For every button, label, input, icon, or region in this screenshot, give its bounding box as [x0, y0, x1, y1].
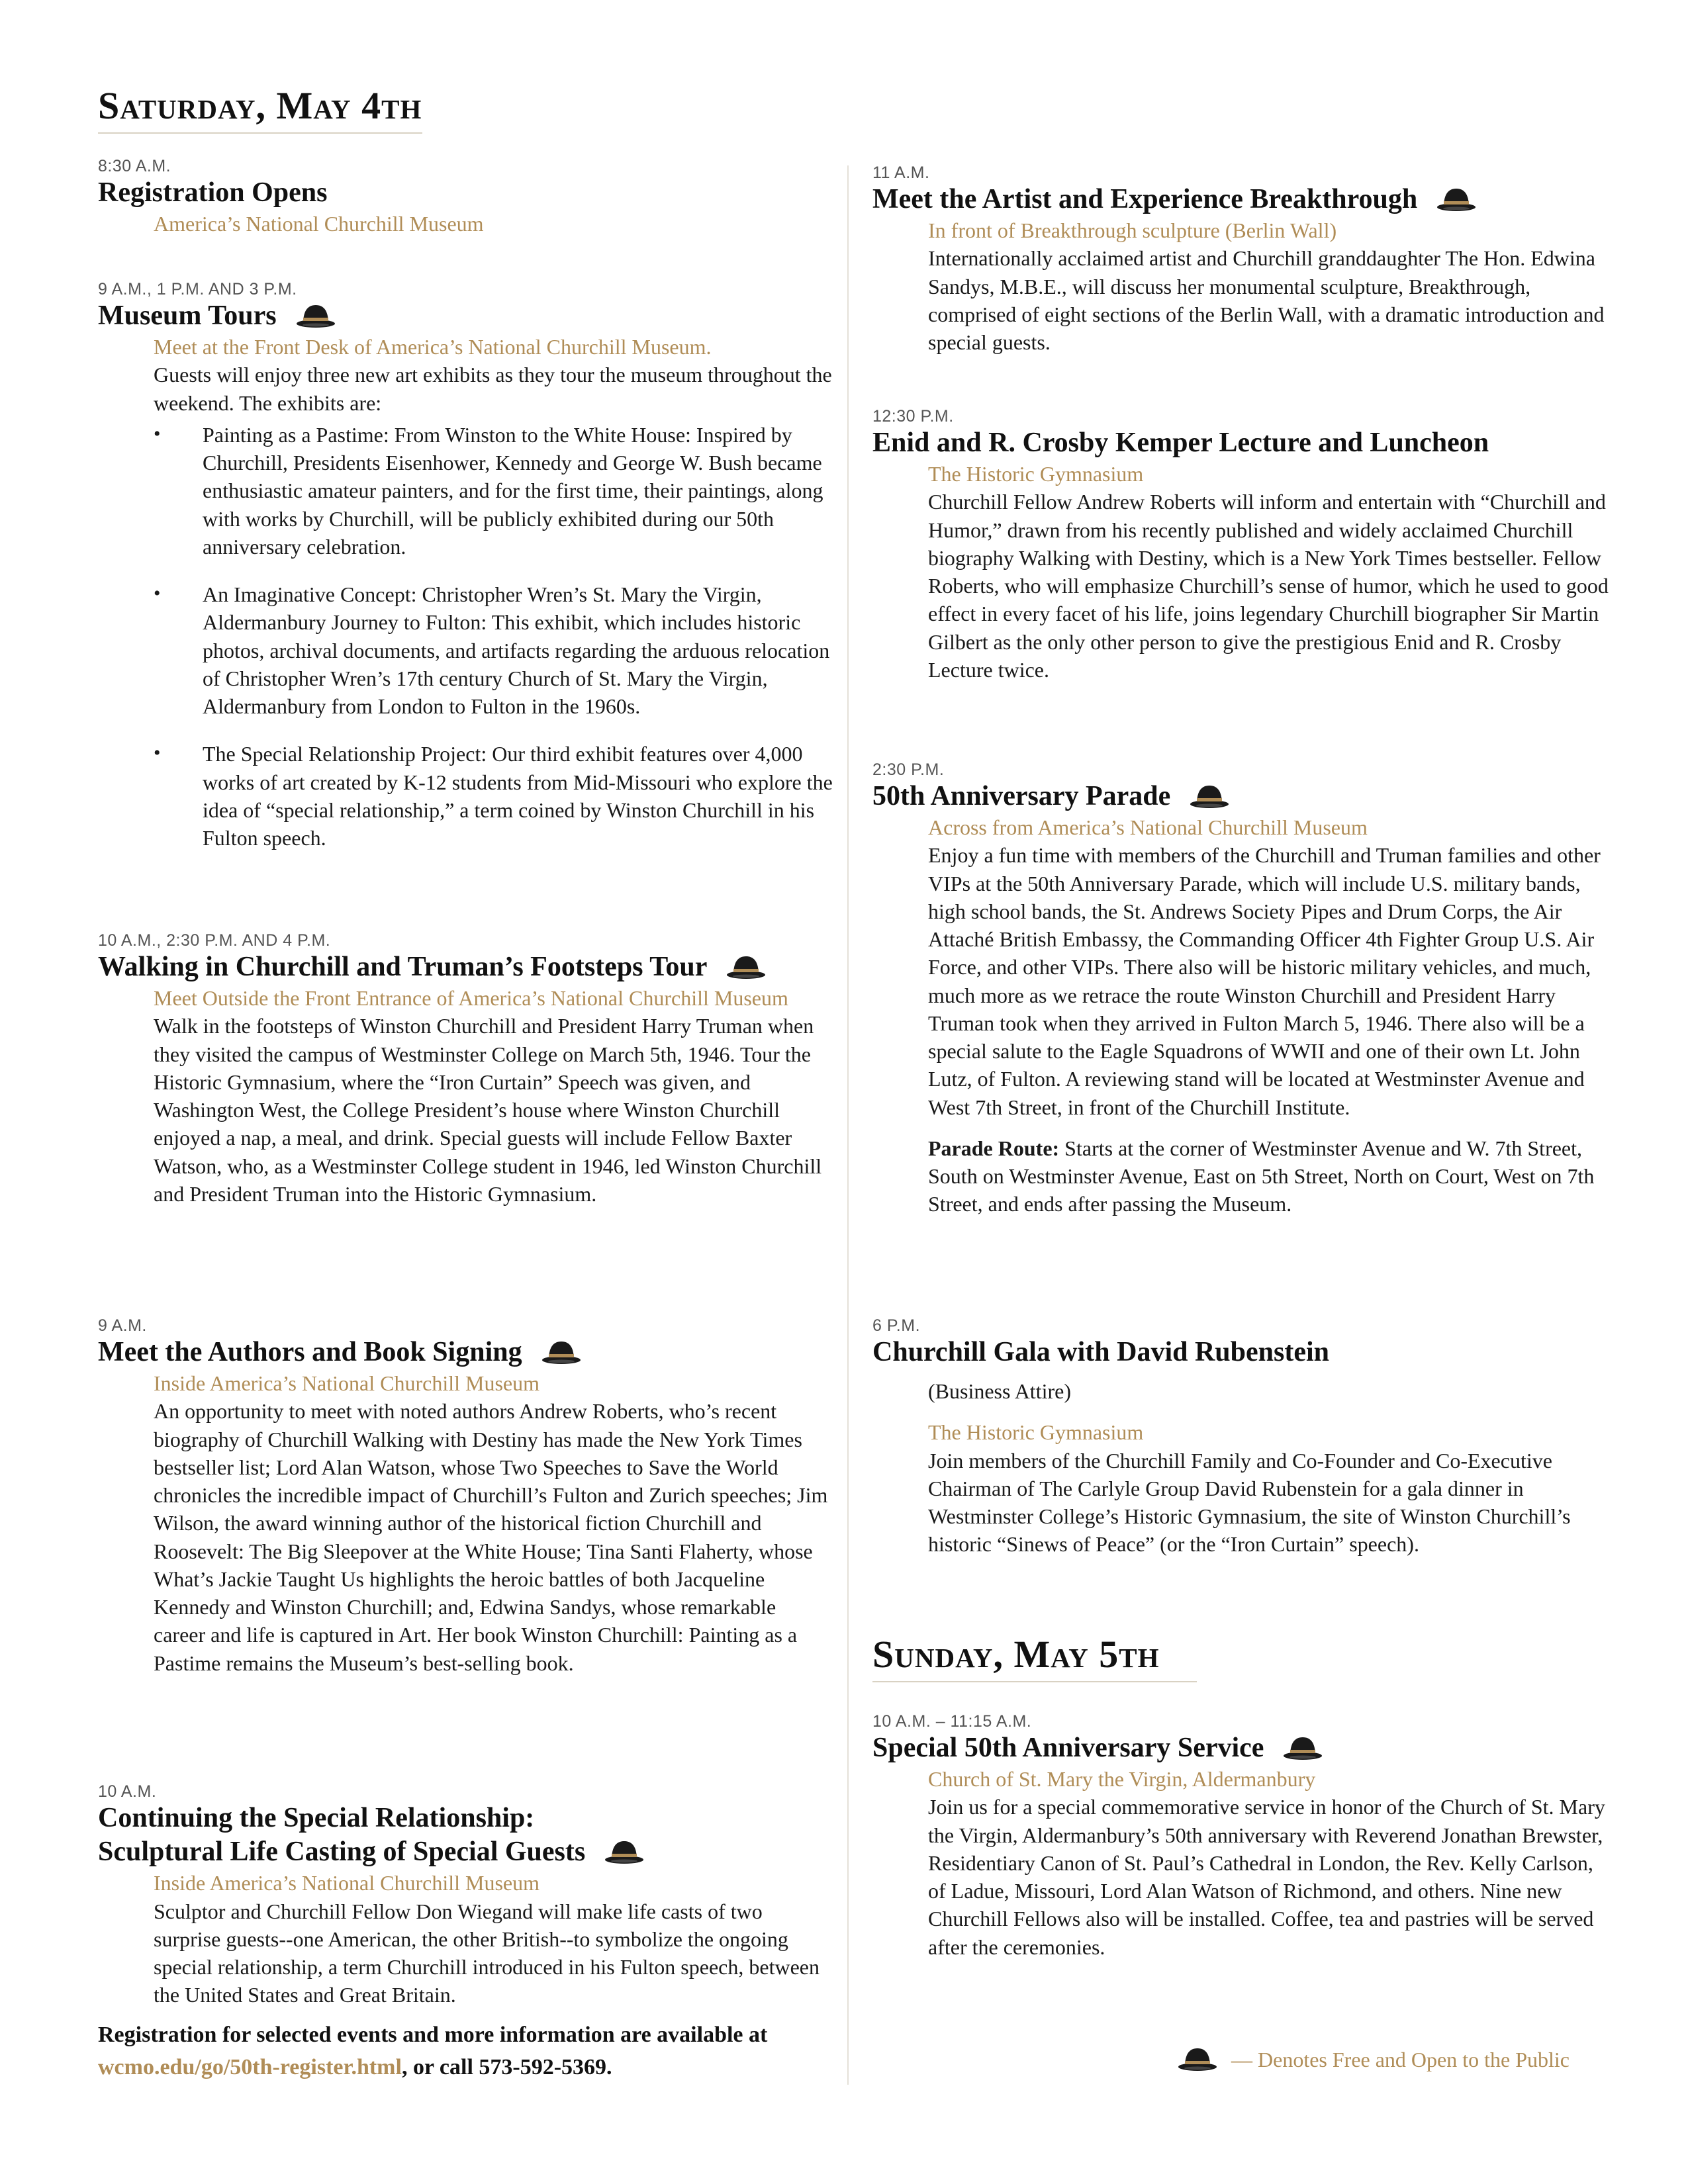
event-title: Walking in Churchill and Truman’s Footsteps Tour [98, 950, 833, 984]
event-description: Churchill Fellow Andrew Roberts will inform and entertain with “Churchill and Humor,” drawn from his recently published and widely acclaimed Churchill biography Walking with Destiny, which is a New York Times bestseller. Fellow Roberts, who will emphasize Churchill’s sense of humor, which he used to good effect in every facet of his life, joins legendary Churchill biographer Sir Martin Gilbert as the only other person to give the prestigious Enid and R. Crosby Lecture twice. [928, 490, 1609, 682]
event-title: Enid and R. Crosby Kemper Lecture and Luncheon [872, 428, 1489, 458]
day-heading-sunday: Sunday, May 5th [872, 1633, 1160, 1676]
event-time: 9 A.M., 1 P.M. AND 3 P.M. [98, 280, 297, 298]
event-location: In front of Breakthrough sculpture (Berlin Wall) [928, 218, 1337, 243]
event-time: 10 A.M. [98, 1782, 157, 1801]
bowler-hat-icon [541, 1340, 582, 1366]
event-description [98, 361, 833, 852]
bowler-hat-icon [295, 303, 336, 330]
bowler-hat-icon [1189, 784, 1230, 810]
parade-route: Parade Route: Starts at the corner of Westminster Avenue and W. 7th Street, South on Westminster Avenue, East on 5th Street, North on Court, West on 7th Street, and ends after passing the Museum. [928, 1136, 1595, 1216]
event-description [872, 841, 1614, 1218]
event-time: 10 A.M. – 11:15 A.M. [872, 1712, 1032, 1731]
event-title: 50th Anniversary Parade [872, 780, 1614, 813]
day-heading-saturday: Saturday, May 4th [98, 84, 422, 127]
event-location: Across from America’s National Churchill Museum [928, 815, 1368, 840]
heading-rule [98, 132, 422, 134]
sunday-header [872, 1633, 1197, 1682]
bowler-hat-icon [726, 954, 767, 981]
event-title: Special 50th Anniversary Service [872, 1731, 1614, 1765]
event-description: Join us for a special commemorative service in honor of the Church of St. Mary the Virgin, Aldermanbury’s 50th anniversary with Reverend Jonathan Brewster, Residentiary Canon of St. Paul’s Cathedral in London, the Rev. Kelly Carlson, of Ladue, Missouri, Lord Alan Watson of Richmond, and others. Nine new Churchill Fellows also will be installed. Coffee, tea and pastries will be served after the ceremonies. [928, 1795, 1605, 1959]
exhibit-item: • The Special Relationship Project: Our third exhibit features over 4,000 works of art created by K-12 students from Mid-Missouri who explore the idea of “special relationship,” a term coined by Winston Churchill in his Fulton speech. [203, 740, 833, 852]
event-museum-tours [98, 279, 833, 872]
event-location: Meet Outside the Front Entrance of America’s National Churchill Museum [154, 986, 788, 1011]
event-description: Join members of the Churchill Family and Co-Founder and Co-Executive Chairman of The Carlyle Group David Rubenstein for a gala dinner in Westminster College’s Historic Gymnasium, the site of Winston Churchill’s historic “Sinews of Peace” (or the “Iron Curtain” speech). [928, 1448, 1571, 1557]
event-authors-book-signing [98, 1316, 833, 1677]
heading-rule [872, 1681, 1197, 1682]
saturday-header [98, 85, 422, 134]
exhibit-list [154, 421, 833, 852]
exhibits-intro: Guests will enjoy three new art exhibits as they tour the museum throughout the weekend. The exhibits are: [154, 363, 832, 415]
event-description: Walk in the footsteps of Winston Churchill and President Harry Truman when they visited the campus of Westminster College on March 5th, 1946. Tour the Historic Gymnasium, where the “Iron Curtain” Speech was given, and Washington West, the College President’s house where Winston Churchill enjoyed a nap, a meal, and drink. Special guests will include Fellow Baxter Watson, who, as a Westminster College student in 1946, led Winston Churchill and President Truman into the Historic Gymnasium. [154, 1014, 822, 1206]
legend [1177, 2046, 1570, 2073]
event-life-casting [98, 1782, 833, 2009]
registration-link[interactable]: wcmo.edu/go/50th-register.html [98, 2055, 402, 2080]
event-title: Churchill Gala with David Rubenstein [872, 1337, 1330, 1367]
event-location: America’s National Churchill Museum [154, 212, 484, 236]
column-divider [847, 165, 849, 2085]
event-location: Inside America’s National Churchill Museum [154, 1371, 539, 1396]
event-time: 2:30 P.M. [872, 760, 945, 779]
event-title: Meet the Artist and Experience Breakthrough [872, 183, 1614, 216]
bowler-hat-icon [1177, 2046, 1218, 2073]
bowler-hat-icon [1436, 187, 1477, 213]
event-location: Meet at the Front Desk of America’s National Churchill Museum. [154, 335, 712, 359]
event-description: Sculptor and Churchill Fellow Don Wiegand will make life casts of two surprise guests--one American, the other British--to symbolize the ongoing special relationship, a term Churchill introduced in his Fulton speech, between the United States and Great Britain. [154, 1899, 820, 2007]
event-location: Inside America’s National Churchill Museum [154, 1871, 539, 1895]
event-title: Meet the Authors and Book Signing [98, 1336, 833, 1369]
event-location: Church of St. Mary the Virgin, Aldermanbury [928, 1767, 1316, 1792]
parade-description: Enjoy a fun time with members of the Churchill and Truman families and other VIPs at the 50th Anniversary Parade, which will include U.S. military bands, high school bands, the St. Andrews Society Pipes and Drum Corps, the Air Attaché British Embassy, the Commanding Officer 4th Fighter Group U.S. Air Force, and other VIPs. There also will be historic military vehicles, and much, much more as we retrace the route Winston Churchill and President Harry Truman took when they arrived in Fulton March 5, 1946. There also will be a special salute to the Eagle Squadrons of WWII and one of their own Lt. John Lutz, of Fulton. A reviewing stand will be located at Westminster Avenue and West 7th Street, in front of the Churchill Institute. [928, 843, 1601, 1119]
event-title: Museum Tours [98, 299, 833, 333]
event-title: Registration Opens [98, 177, 328, 208]
event-description: Internationally acclaimed artist and Churchill granddaughter The Hon. Edwina Sandys, M.B.E., will discuss her monumental sculpture, Breakthrough, comprised of eight sections of the Berlin Wall, with a dramatic introduction and special guests. [928, 246, 1605, 355]
event-meet-artist [872, 163, 1614, 356]
event-anniversary-service [872, 1711, 1614, 1961]
event-time: 9 A.M. [98, 1316, 147, 1335]
event-walking-tour [98, 931, 833, 1208]
event-time: 10 A.M., 2:30 P.M. AND 4 P.M. [98, 931, 331, 950]
event-registration [98, 156, 833, 238]
event-kemper-lecture [872, 406, 1614, 684]
event-parade [872, 760, 1614, 1218]
event-description: An opportunity to meet with noted authors Andrew Roberts, who’s recent biography of Churchill Walking with Destiny has made the New York Times bestseller list; Lord Alan Watson, whose Two Speeches to Save the World chronicles the incredible impact of Churchill’s Fulton and Zurich speeches; Jim Wilson, the award winning author of the historical fiction Churchill and Roosevelt: The Big Sleepover at the White House; Tina Santi Flaherty, whose What’s Jackie Taught Us highlights the heroic battles of both Jacqueline Kennedy and Winston Churchill; and, Edwina Sandys, whose remarkable career and life is captured in Art. Her book Winston Churchill: Painting as a Pastime remains the Museum’s best-selling book. [154, 1399, 828, 1675]
event-title-line2: Sculptural Life Casting of Special Guests [98, 1835, 833, 1869]
parade-route-label: Parade Route: [928, 1136, 1060, 1160]
event-time: 8:30 A.M. [98, 157, 171, 175]
event-gala [872, 1316, 1614, 1559]
bowler-hat-icon [1282, 1735, 1323, 1762]
registration-note: Registration for selected events and more information are available at wcmo.edu/go/50th-register.html, or call 573-592-5369. [98, 2023, 768, 2080]
event-location: The Historic Gymnasium [928, 462, 1144, 486]
event-time: 11 A.M. [872, 163, 930, 182]
bowler-hat-icon [604, 1839, 645, 1866]
legend-text: — Denotes Free and Open to the Public [1231, 2047, 1570, 2071]
event-time: 12:30 P.M. [872, 407, 954, 426]
event-time: 6 P.M. [872, 1316, 921, 1335]
exhibit-item: • Painting as a Pastime: From Winston to the White House: Inspired by Churchill, Presidents Eisenhower, Kennedy and George W. Bush became enthusiastic amateur painters, and for the first time, their paintings, along with works by Churchill, will be publicly exhibited during our 50th anniversary celebration. [203, 421, 833, 561]
event-location: The Historic Gymnasium [928, 1420, 1144, 1445]
exhibit-item: • An Imaginative Concept: Christopher Wren’s St. Mary the Virgin, Aldermanbury Journey to Fulton: This exhibit, which includes historic photos, archival documents, and artifacts regarding the arduous relocation of Christopher Wren’s 17th century Church of St. Mary the Virgin, Aldermanbury from London to Fulton in the 1960s. [203, 580, 833, 720]
event-title-line1: Continuing the Special Relationship: [98, 1803, 535, 1833]
event-attire: (Business Attire) [928, 1379, 1071, 1404]
